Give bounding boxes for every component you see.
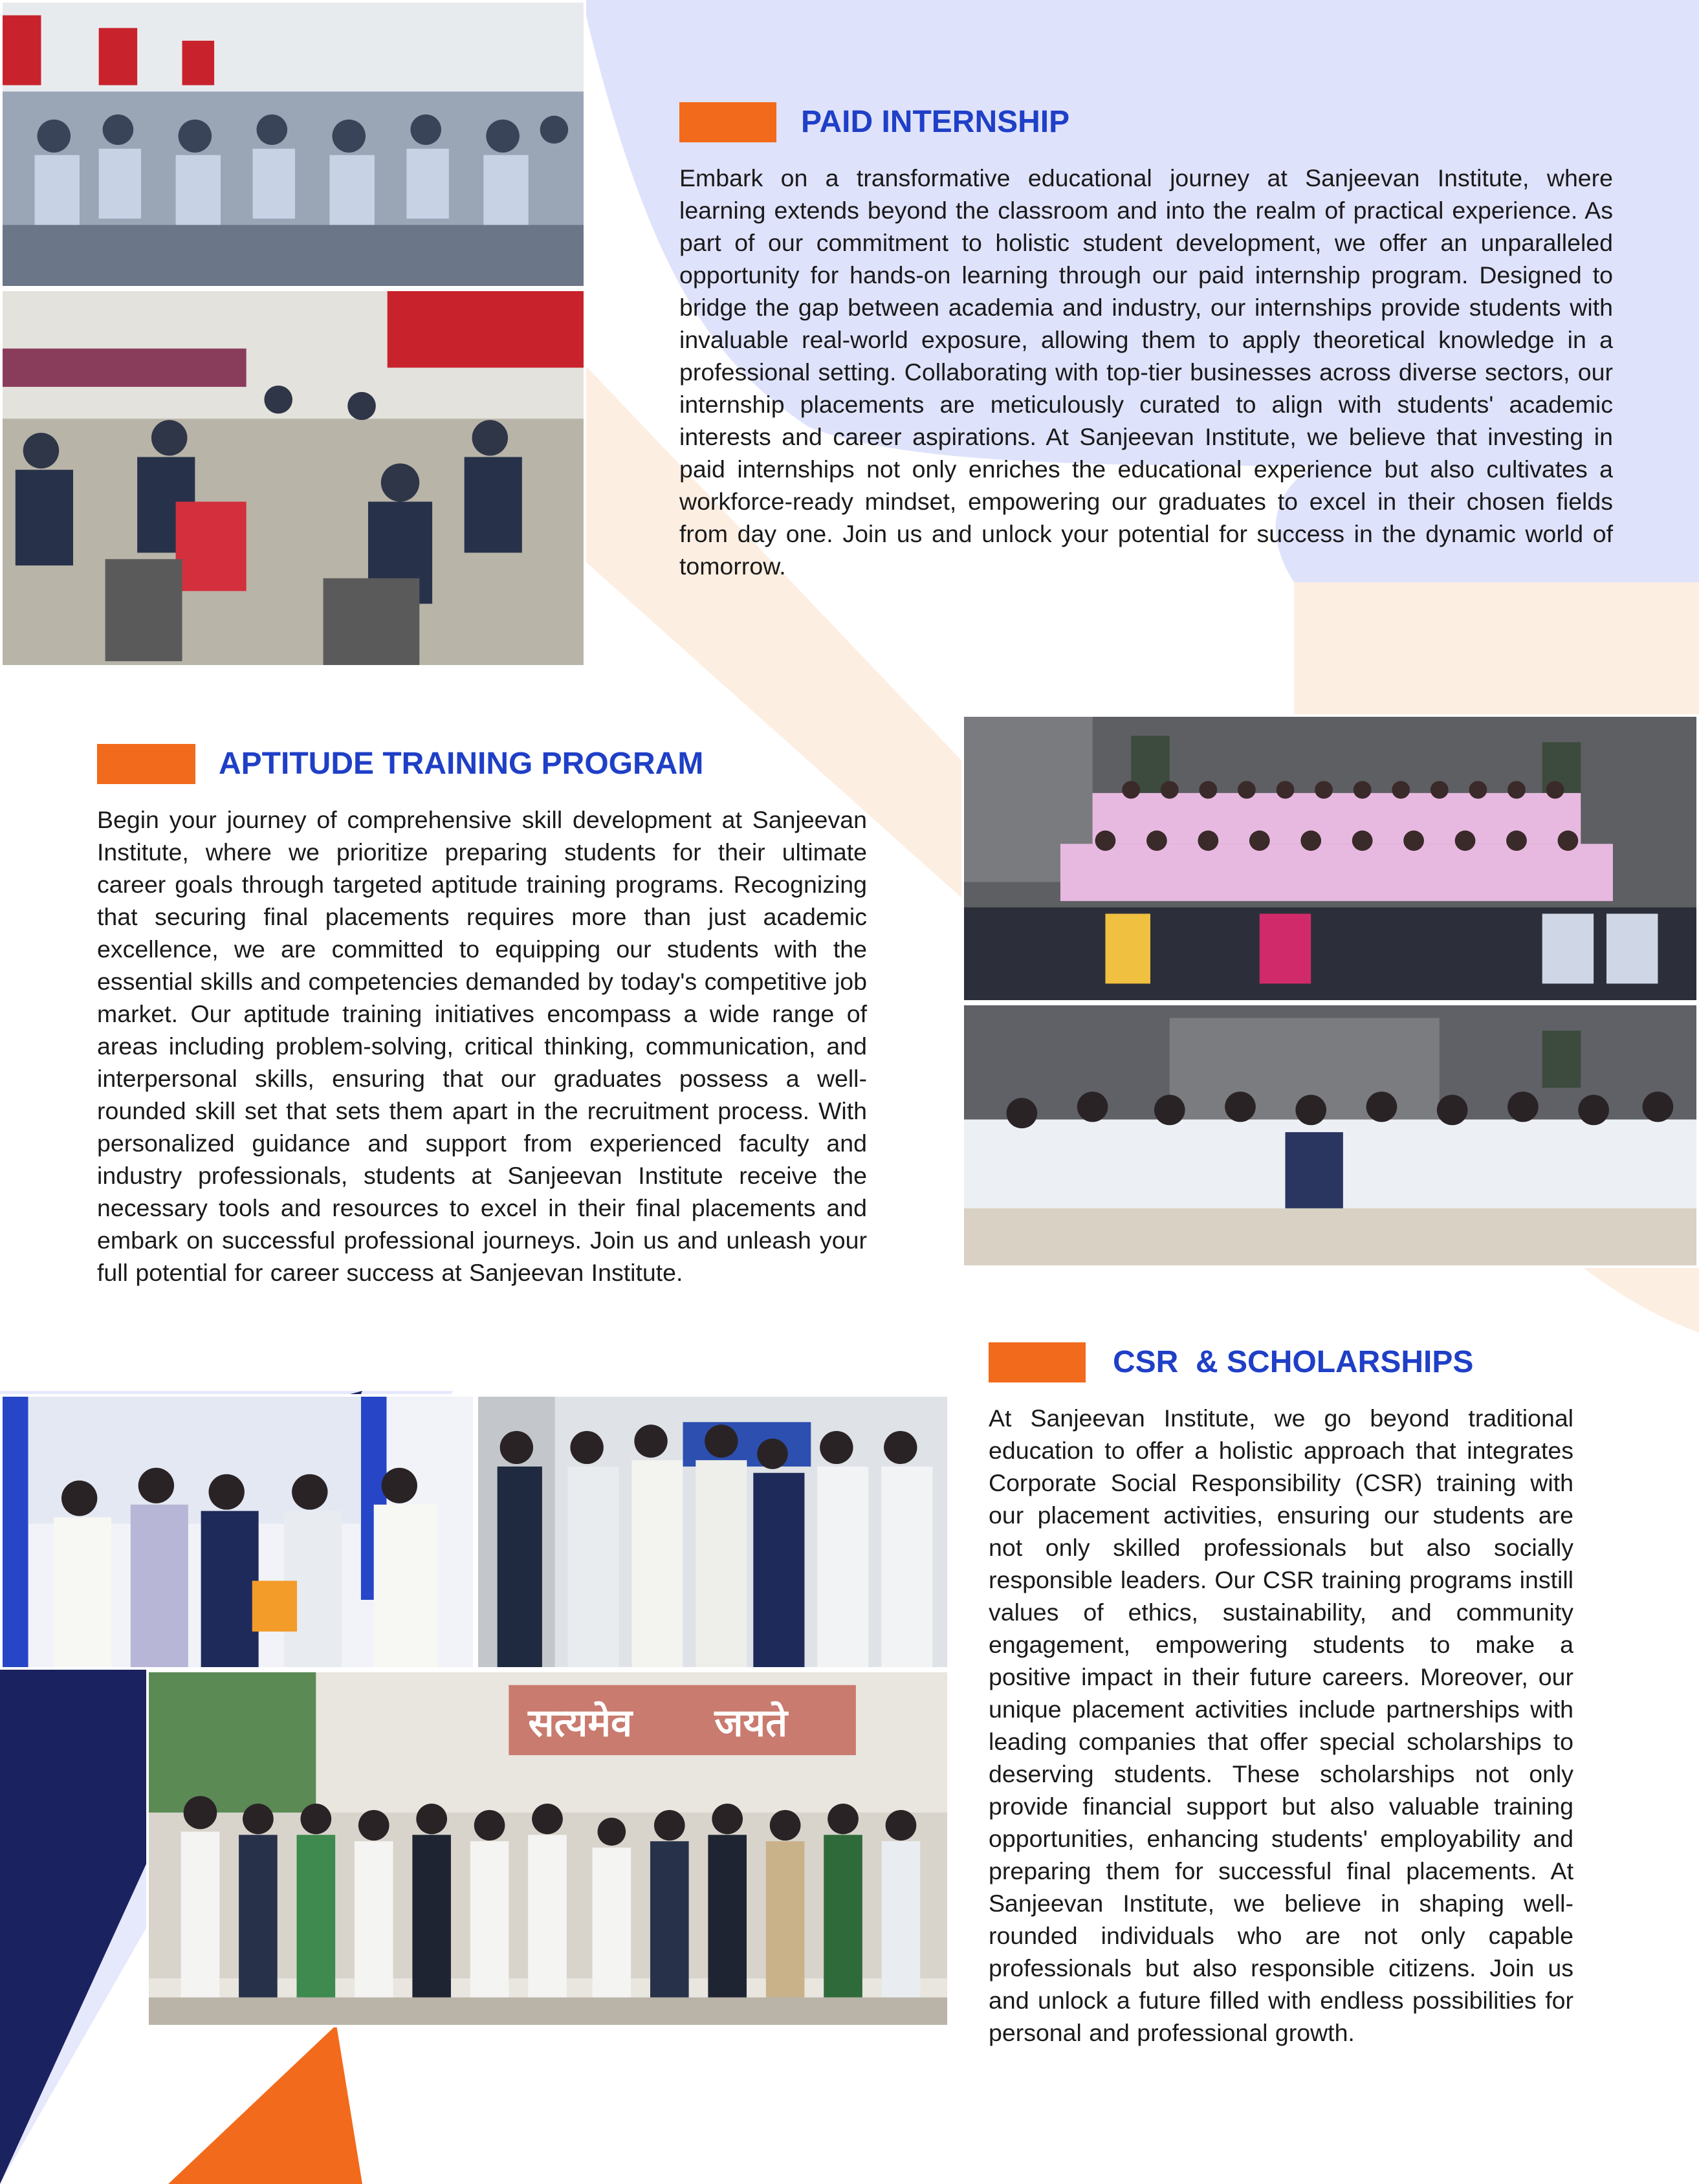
sign-text-right: जयते [714,1701,788,1746]
sign-text-left: सत्यमेव [528,1701,633,1746]
company-visit-2-image [478,1397,947,1667]
heading-row [97,744,867,789]
photo-students-group-building [961,1003,1699,1268]
section-body: Begin your journey of comprehensive skill development at Sanjeevan Institute, where we prioritize preparing students for their ultimate career goals through targeted aptitude training programs. Recognizing that securing final placements requires more than just academic excellence, we are committed to equipping our students with the essential skills and competencies demanded by today's competitive job market. Our aptitude training initiatives encompass a wide range of areas including problem-solving, critical thinking, communication, and interpersonal skills, ensuring that our graduates possess a well-rounded skill set that sets them apart in the recruitment process. With personalized guidance and support from experienced faculty and industry professionals, students at Sanjeevan Institute receive the necessary tools and resources to excel in their final placements and embark on successful professional journeys. Join us and unleash your full potential for career success at Sanjeevan Institute. [97,806,867,1286]
accent-bar [679,102,776,142]
section-body: Embark on a transformative educational journey at Sanjeevan Institute, where learning extends beyond the classroom and into the realm of practical experience. As part of our commitment to holistic student development, we offer an unparalleled opportunity for hands-on learning through our paid internship program. Designed to bridge the gap between academia and industry, our internships provide students with invaluable real-world exposure, allowing them to apply theoretical knowledge in a professional setting. Collaborating with top-tier businesses across diverse sectors, our internship placements are meticulously curated to align with students' academic interests and career aspirations. At Sanjeevan Institute, we believe that investing in paid internships not only enriches the educational experience but also cultivates a workforce-ready mindset, empowering our graduates to excel in their chosen fields from day one. Join us and unlock your potential for success in the dynamic world of tomorrow. [679,164,1613,580]
heading-row [679,102,1613,147]
group-discussion-image [3,291,584,665]
section-csr-scholarships [989,1342,1573,2049]
satyamev-jayate-group-image [149,1672,947,2025]
students-steps-image [964,717,1696,1000]
section-body: At Sanjeevan Institute, we go beyond traditional education to offer a holistic approach that integrates Corporate Social Responsibility (CSR) training with our placement activities, ensuring our students are not only skilled professionals but also socially responsible leaders. Our CSR training programs instill values of ethics, sustainability, and community engagement, empowering students to make a positive impact in their future careers. Moreover, our unique placement activities include partnerships with leading companies that offer special scholarships to deserving students. These scholarships not only provide financial support but also valuable training opportunities, enhancing students' employability and preparing them for successful final placements. At Sanjeevan Institute, we believe in shaping well-rounded individuals who are not only capable professionals but also responsible citizens. Join us and unlock a future filled with endless possibilities for personal and professional growth. [989,1404,1573,2046]
orange-triangle [168,2025,362,2184]
seminar-hall-image [3,3,584,286]
photo-seminar-hall [0,0,586,289]
section-title: CSR & SCHOLARSHIPS [1113,1345,1474,1379]
photo-company-visit-1 [0,1394,476,1670]
section-aptitude-training [97,744,867,1289]
photo-students-steps [961,714,1699,1003]
accent-bar [989,1342,1086,1382]
company-visit-1-image [3,1397,473,1667]
accent-bar [97,744,195,784]
section-title: PAID INTERNSHIP [801,105,1070,139]
section-title: APTITUDE TRAINING PROGRAM [219,747,704,781]
heading-row [989,1342,1573,1388]
photo-group-discussion [0,289,586,668]
students-group-building-image [964,1005,1696,1265]
photo-satyamev-jayate-group [146,1670,950,2027]
section-paid-internship [679,102,1613,582]
photo-company-visit-2 [476,1394,950,1670]
